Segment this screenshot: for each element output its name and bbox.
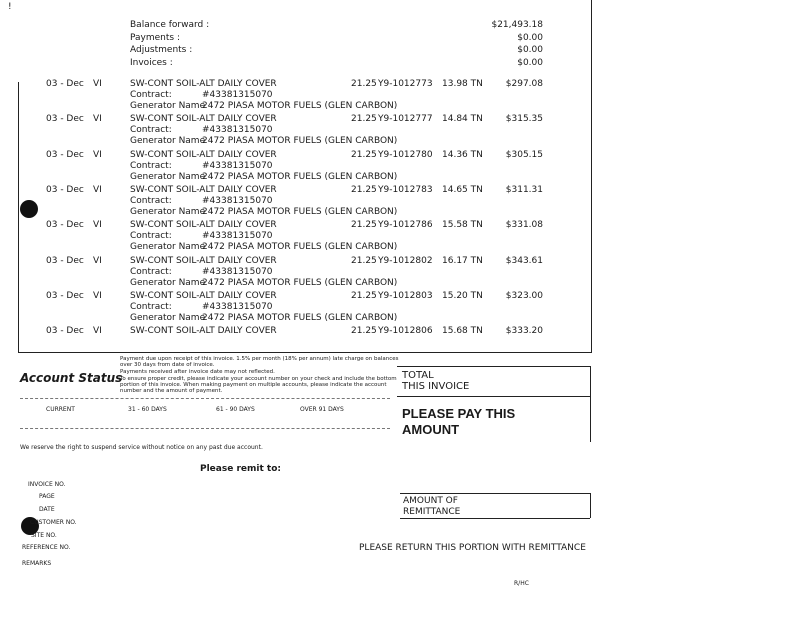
item-quantity: 14.84 TN bbox=[442, 114, 483, 125]
terms-line: over 30 days from date of invoice. bbox=[120, 362, 215, 368]
contract-label: Contract: bbox=[130, 125, 172, 136]
item-date: 03 - Dec bbox=[46, 220, 84, 231]
item-code: VI bbox=[93, 290, 102, 301]
contract-number: #43381315070 bbox=[202, 231, 273, 242]
remittance-box-bottom bbox=[400, 518, 590, 519]
aging-current: CURRENT bbox=[46, 406, 75, 413]
summary-value: $21,493.18 bbox=[491, 20, 543, 30]
item-code: VI bbox=[93, 114, 102, 125]
item-description: SW-CONT SOIL-ALT DAILY COVER bbox=[130, 184, 277, 195]
contract-label: Contract: bbox=[130, 90, 172, 100]
item-quantity: 16.17 TN bbox=[442, 255, 483, 266]
remit-field-label: CUSTOMER NO. bbox=[30, 519, 77, 526]
item-amount: $315.35 bbox=[505, 114, 543, 125]
generator-label: Generator Name bbox=[130, 136, 206, 147]
item-rate: 21.25 bbox=[351, 149, 377, 160]
contract-label: Contract: bbox=[130, 160, 172, 171]
generator-name: 2472 PIASA MOTOR FUELS (GLEN CARBON) bbox=[202, 242, 398, 253]
item-ticket: Y9-1012802 bbox=[378, 255, 433, 266]
generator-label: Generator Name bbox=[130, 171, 206, 182]
item-date: 03 - Dec bbox=[46, 255, 84, 266]
item-description: SW-CONT SOIL-ALT DAILY COVER bbox=[130, 290, 277, 301]
item-description: SW-CONT SOIL-ALT DAILY COVER bbox=[130, 149, 277, 160]
remit-field-label: REMARKS bbox=[22, 560, 52, 567]
item-ticket: Y9-1012803 bbox=[378, 290, 433, 301]
item-amount: $305.15 bbox=[505, 149, 543, 160]
contract-number: #43381315070 bbox=[202, 160, 273, 171]
item-rate: 21.25 bbox=[351, 255, 377, 266]
item-amount: $331.08 bbox=[505, 220, 543, 231]
item-ticket: Y9-1012783 bbox=[378, 184, 433, 195]
terms-line: portion of this invoice. When making payment on multiple accounts, please indicate the account bbox=[120, 382, 387, 388]
remittance-box-right bbox=[590, 493, 591, 518]
item-rate: 21.25 bbox=[351, 184, 377, 195]
generator-label: Generator Name bbox=[130, 101, 206, 111]
item-quantity: 15.20 TN bbox=[442, 290, 483, 301]
item-ticket: Y9-1012786 bbox=[378, 220, 433, 231]
remit-field-label: SITE NO. bbox=[31, 532, 57, 539]
footer-code: R/HC bbox=[514, 580, 529, 587]
item-quantity: 15.68 TN bbox=[442, 326, 483, 337]
contract-number: #43381315070 bbox=[202, 125, 273, 136]
item-code: VI bbox=[93, 79, 102, 89]
total-label bbox=[402, 370, 469, 392]
terms-line: Payment due upon receipt of this invoice. 1.5% per month (18% per annum) late charge on balances bbox=[120, 356, 399, 362]
generator-name: 2472 PIASA MOTOR FUELS (GLEN CARBON) bbox=[202, 171, 398, 182]
total-box-right bbox=[590, 366, 591, 442]
reserve-note: We reserve the right to suspend service without notice on any past due account. bbox=[20, 444, 263, 451]
item-ticket: Y9-1012777 bbox=[378, 114, 433, 125]
page-mark: ! bbox=[8, 2, 12, 12]
account-status-title: Account Status bbox=[20, 371, 123, 385]
aging-over-91: OVER 91 DAYS bbox=[300, 406, 344, 413]
item-code: VI bbox=[93, 255, 102, 266]
summary-value: $0.00 bbox=[517, 57, 543, 68]
item-amount: $343.61 bbox=[505, 255, 543, 266]
generator-name: 2472 PIASA MOTOR FUELS (GLEN CARBON) bbox=[202, 312, 398, 323]
generator-label: Generator Name bbox=[130, 206, 206, 217]
item-date: 03 - Dec bbox=[46, 184, 84, 195]
generator-label: Generator Name bbox=[130, 312, 206, 323]
generator-name: 2472 PIASA MOTOR FUELS (GLEN CARBON) bbox=[202, 101, 398, 111]
aging-divider bbox=[20, 398, 390, 399]
contract-number: #43381315070 bbox=[202, 195, 273, 206]
item-code: VI bbox=[93, 149, 102, 160]
contract-label: Contract: bbox=[130, 195, 172, 206]
item-amount: $311.31 bbox=[505, 184, 543, 195]
contract-number: #43381315070 bbox=[202, 90, 273, 100]
item-date: 03 - Dec bbox=[46, 290, 84, 301]
pay-label-line: AMOUNT bbox=[402, 422, 460, 437]
summary-label: Adjustments : bbox=[130, 45, 193, 55]
pay-label-line: PLEASE PAY THIS bbox=[402, 406, 516, 421]
remittance-label-line: AMOUNT OF bbox=[403, 496, 458, 506]
item-code: VI bbox=[93, 184, 102, 195]
generator-label: Generator Name bbox=[130, 277, 206, 288]
terms-line: number and the amount of payment. bbox=[120, 388, 223, 394]
frame-bottom-border bbox=[18, 352, 592, 353]
item-description: SW-CONT SOIL-ALT DAILY COVER bbox=[130, 79, 277, 89]
generator-label: Generator Name bbox=[130, 242, 206, 253]
item-rate: 21.25 bbox=[351, 220, 377, 231]
remittance-box-top bbox=[400, 493, 590, 494]
summary-label: Balance forward : bbox=[130, 20, 210, 30]
remit-field-label: DATE bbox=[39, 506, 55, 513]
item-quantity: 14.65 TN bbox=[442, 184, 483, 195]
contract-number: #43381315070 bbox=[202, 266, 273, 277]
item-ticket: Y9-1012773 bbox=[378, 79, 433, 89]
aging-underline bbox=[20, 428, 390, 429]
item-rate: 21.25 bbox=[351, 79, 377, 89]
contract-label: Contract: bbox=[130, 266, 172, 277]
item-ticket: Y9-1012780 bbox=[378, 149, 433, 160]
total-box-divider bbox=[397, 396, 590, 397]
summary-value: $0.00 bbox=[517, 45, 543, 55]
aging-31-60: 31 - 60 DAYS bbox=[128, 406, 167, 413]
total-box-top bbox=[397, 366, 590, 367]
total-label-line: THIS INVOICE bbox=[402, 381, 470, 392]
payment-terms bbox=[120, 356, 399, 394]
item-description: SW-CONT SOIL-ALT DAILY COVER bbox=[130, 220, 277, 231]
generator-name: 2472 PIASA MOTOR FUELS (GLEN CARBON) bbox=[202, 136, 398, 147]
frame-right-border bbox=[591, 0, 592, 352]
aging-61-90: 61 - 90 DAYS bbox=[216, 406, 255, 413]
return-portion-note: PLEASE RETURN THIS PORTION WITH REMITTANCE bbox=[359, 543, 586, 553]
item-code: VI bbox=[93, 220, 102, 231]
item-amount: $333.20 bbox=[505, 326, 543, 337]
remittance-label-line: REMITTANCE bbox=[403, 507, 461, 517]
remit-field-label: PAGE bbox=[39, 493, 55, 500]
contract-label: Contract: bbox=[130, 231, 172, 242]
item-quantity: 15.58 TN bbox=[442, 220, 483, 231]
remit-to-title: Please remit to: bbox=[200, 464, 281, 474]
item-rate: 21.25 bbox=[351, 114, 377, 125]
item-date: 03 - Dec bbox=[46, 149, 84, 160]
generator-name: 2472 PIASA MOTOR FUELS (GLEN CARBON) bbox=[202, 206, 398, 217]
item-code: VI bbox=[93, 326, 102, 337]
item-date: 03 - Dec bbox=[46, 114, 84, 125]
remit-field-label: INVOICE NO. bbox=[28, 481, 66, 488]
total-label-line: TOTAL bbox=[402, 370, 434, 381]
punch-hole-top bbox=[20, 200, 38, 218]
frame-left-border bbox=[18, 82, 19, 352]
item-description: SW-CONT SOIL-ALT DAILY COVER bbox=[130, 255, 277, 266]
remit-field-label: REFERENCE NO. bbox=[22, 544, 71, 551]
item-rate: 21.25 bbox=[351, 326, 377, 337]
item-quantity: 13.98 TN bbox=[442, 79, 483, 89]
pay-amount-label bbox=[402, 406, 515, 438]
item-amount: $323.00 bbox=[505, 290, 543, 301]
item-date: 03 - Dec bbox=[46, 79, 84, 89]
amount-of-remittance-label bbox=[403, 496, 460, 518]
contract-label: Contract: bbox=[130, 301, 172, 312]
summary-label: Payments : bbox=[130, 32, 180, 43]
item-quantity: 14.36 TN bbox=[442, 149, 483, 160]
contract-number: #43381315070 bbox=[202, 301, 273, 312]
item-description: SW-CONT SOIL-ALT DAILY COVER bbox=[130, 326, 277, 337]
item-rate: 21.25 bbox=[351, 290, 377, 301]
summary-value: $0.00 bbox=[517, 32, 543, 43]
item-amount: $297.08 bbox=[505, 79, 543, 89]
item-ticket: Y9-1012806 bbox=[378, 326, 433, 337]
generator-name: 2472 PIASA MOTOR FUELS (GLEN CARBON) bbox=[202, 277, 398, 288]
terms-line: To ensure proper credit, please indicate your account number on your check and include the bottom bbox=[120, 376, 397, 382]
terms-line: Payments received after invoice date may not reflected. bbox=[120, 369, 275, 375]
summary-label: Invoices : bbox=[130, 57, 173, 68]
item-date: 03 - Dec bbox=[46, 326, 84, 337]
item-description: SW-CONT SOIL-ALT DAILY COVER bbox=[130, 114, 277, 125]
